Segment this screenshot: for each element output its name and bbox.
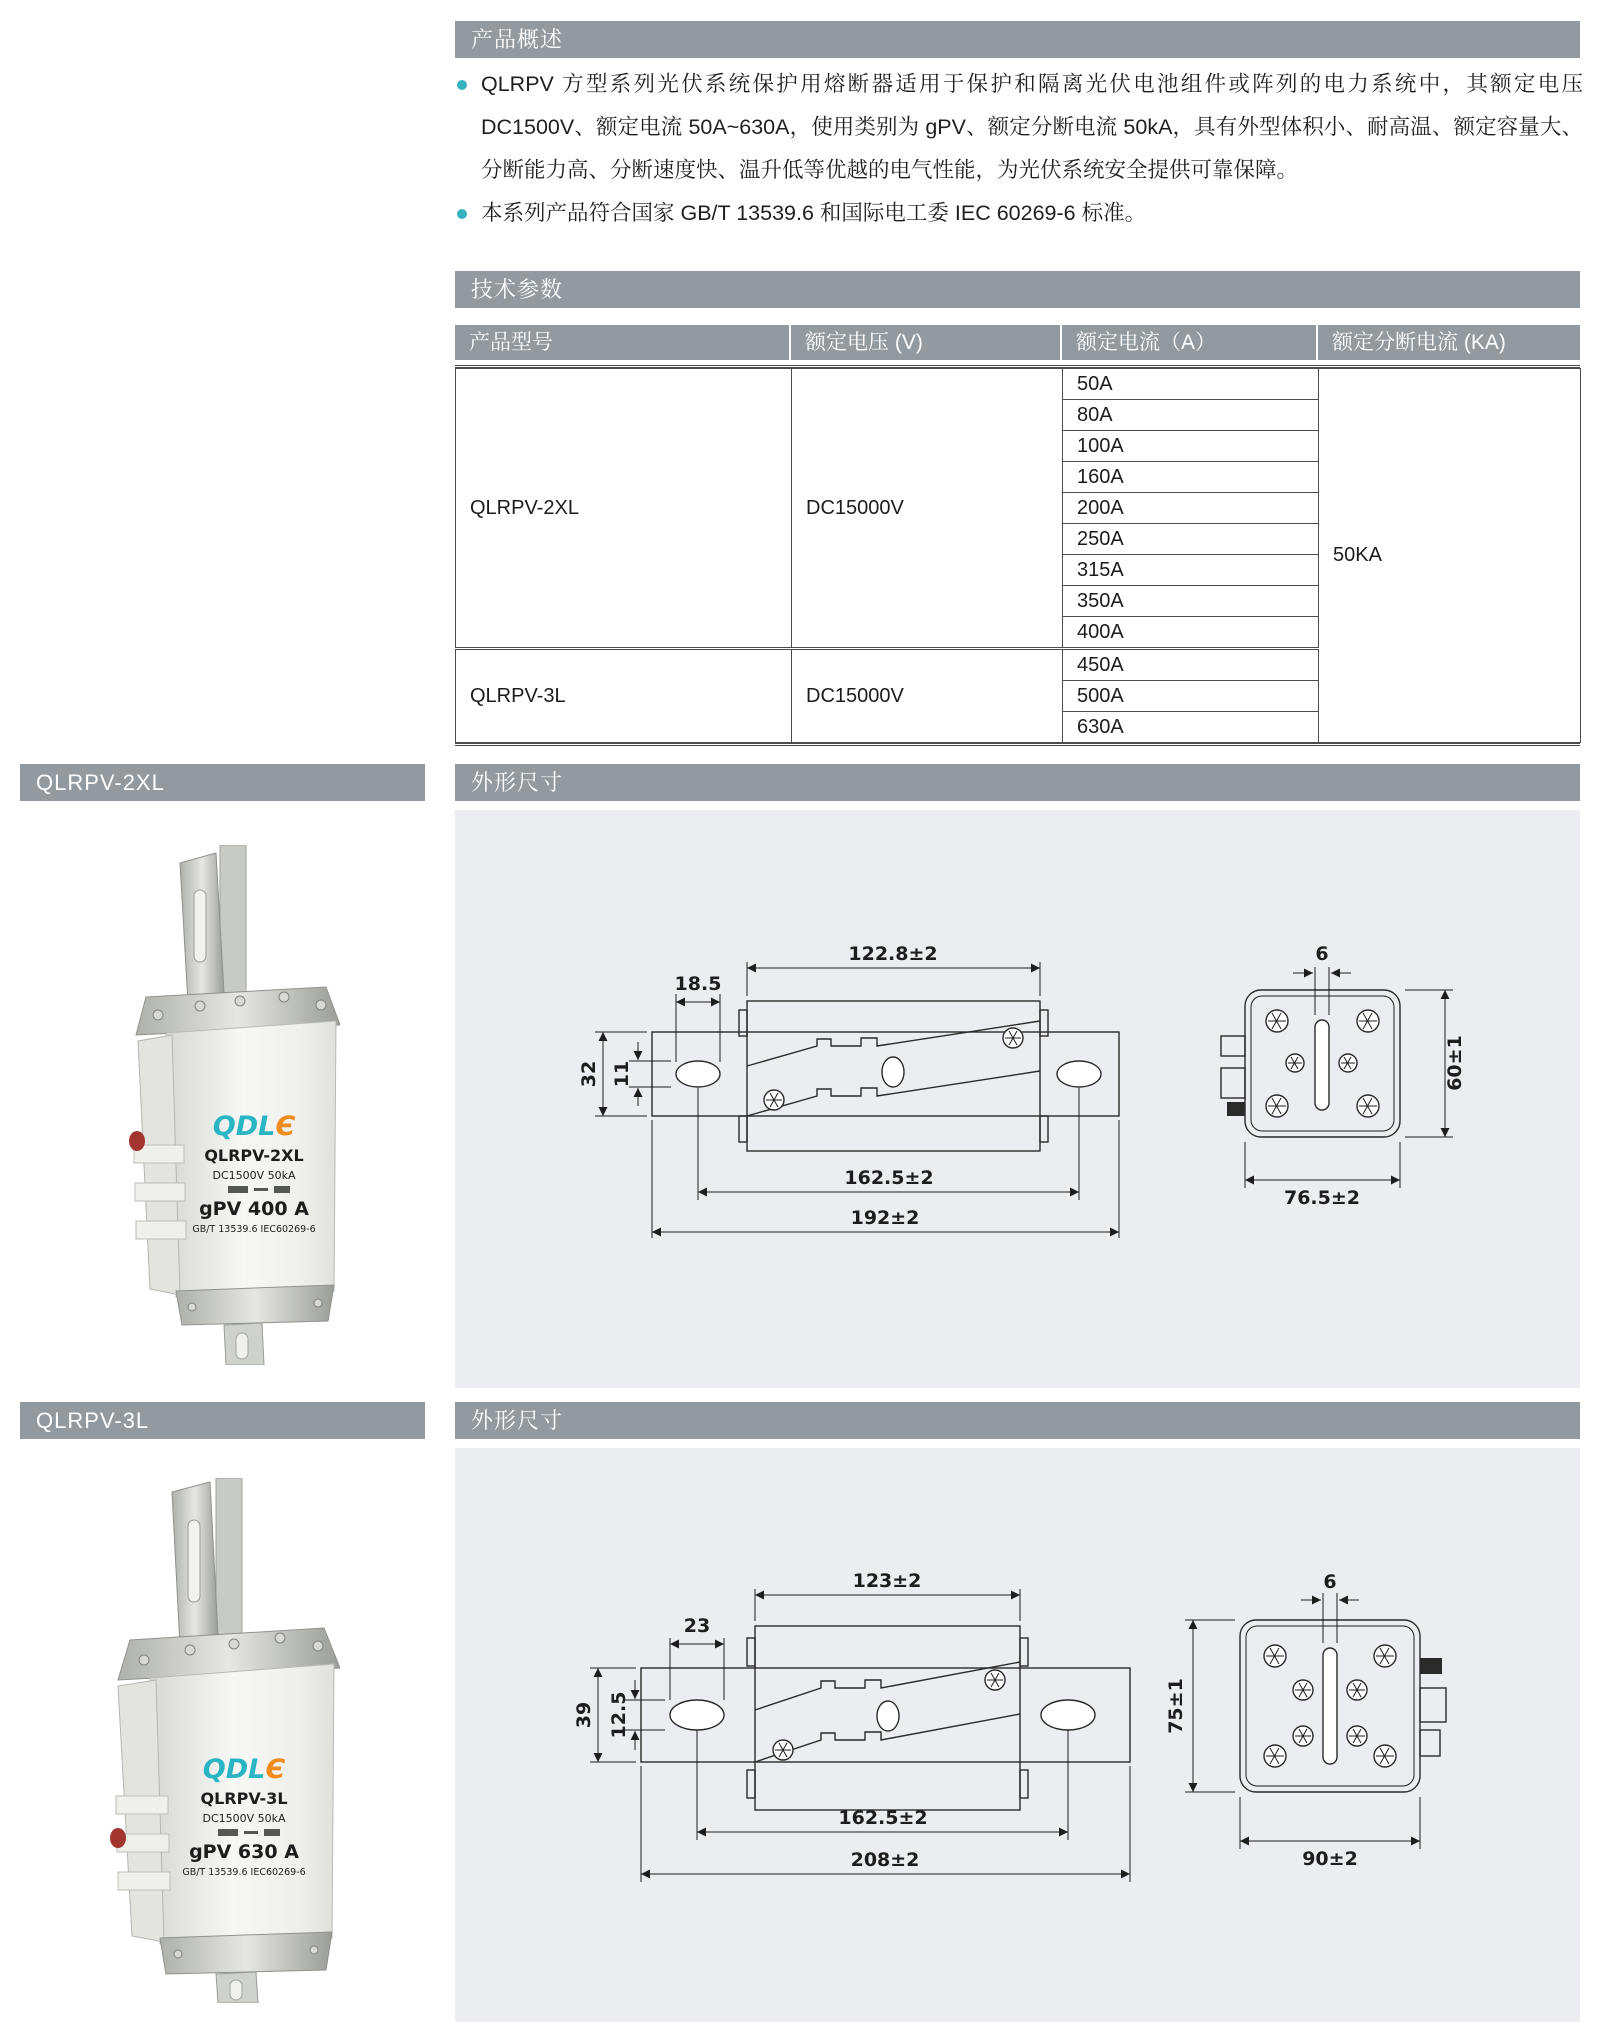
model-cell: QLRPV-3L [456, 649, 792, 743]
side-dimensions [1245, 943, 1466, 1209]
bullet-text: QLRPV 方型系列光伏系统保护用熔断器适用于保护和隔离光伏电池组件或阵列的电力系统中，其额定电压 DC1500V、额定电流 50A~630A，使用类别为 gPV、额定分断电流 50kA，具有外型体积小、耐高温、额定容量大、分断能力高、分断速度快、温升低等优越的电气性能，为光伏系统安全提供可靠保障。 [481, 72, 1583, 182]
breaking-current-cell: 50KA [1319, 369, 1581, 743]
top-terminal-back-strip [216, 1478, 242, 1638]
dim-hole-width: 23 [683, 1615, 711, 1637]
side-clip [1420, 1658, 1446, 1756]
product-photo-qlrpv-3l [68, 1478, 340, 2003]
model-label: QLRPV-3L [36, 1408, 150, 1433]
side-dimensions [1165, 1571, 1420, 1870]
current-cell: 400A [1063, 617, 1319, 649]
dim-slot-width: 6 [1323, 1571, 1337, 1593]
column-header-breaking: 额定分断电流 (KA) [1318, 325, 1580, 360]
label-current: gPV 400 A [199, 1198, 309, 1220]
screw-icon [764, 1090, 784, 1110]
dims-title: 外形尺寸 [471, 1408, 564, 1433]
current-cell: 80A [1063, 400, 1319, 431]
bottom-blade-terminal [224, 1323, 264, 1365]
dims-section-bar [455, 764, 1580, 801]
dims-drawing-qlrpv-2xl [455, 810, 1580, 1388]
current-cell: 160A [1063, 462, 1319, 493]
bullet-text: 本系列产品符合国家 GB/T 13539.6 和国际电工委 IEC 60269-6 标准。 [481, 201, 1147, 225]
tech-section-bar [455, 271, 1580, 308]
tech-table-wrap [455, 365, 1580, 746]
screw-icon [1264, 1645, 1286, 1667]
tech-table [455, 368, 1581, 743]
center-slot [1323, 1648, 1337, 1764]
overview-section-bar [455, 21, 1580, 58]
bullet-item [455, 63, 1583, 192]
top-blade-terminal [172, 1482, 218, 1646]
voltage-cell: DC15000V [792, 369, 1063, 649]
dim-hole-span: 162.5±2 [838, 1807, 928, 1829]
bottom-cap [176, 1285, 334, 1325]
screw-icon [1374, 1745, 1396, 1767]
bullet-icon [457, 80, 467, 90]
screw-icon [1347, 1726, 1367, 1746]
overview-title: 产品概述 [471, 27, 564, 52]
screw-icon [1266, 1010, 1288, 1032]
current-cell: 315A [1063, 555, 1319, 586]
dims-title: 外形尺寸 [471, 770, 564, 795]
side-clip [1221, 1036, 1245, 1116]
bottom-blade-terminal [216, 1972, 258, 2003]
side-view [1221, 990, 1400, 1137]
front-dimensions [573, 1570, 1130, 1882]
screw-icon [1339, 1054, 1357, 1072]
current-cell: 350A [1063, 586, 1319, 617]
screw-icon [1357, 1095, 1379, 1117]
label-rating: DC1500V 50kA [212, 1169, 296, 1182]
dim-body-width: 123±2 [852, 1570, 922, 1592]
dims-drawing-qlrpv-3l [455, 1448, 1580, 2022]
dim-total-length: 208±2 [850, 1849, 920, 1871]
screw-icon [985, 1670, 1005, 1690]
screw-icon [1003, 1028, 1023, 1048]
model-label-bar-qlrpv-3l [20, 1402, 425, 1439]
top-terminal-back-strip [220, 845, 246, 995]
current-cell: 200A [1063, 493, 1319, 524]
screw-icon [1293, 1726, 1313, 1746]
dim-hole-span: 162.5±2 [844, 1167, 934, 1189]
screw-icon [773, 1740, 793, 1760]
tech-title: 技术参数 [471, 277, 564, 302]
product-photo-qlrpv-2xl [88, 845, 340, 1365]
bullet-item [455, 192, 1583, 235]
label-model: QLRPV-2XL [204, 1146, 304, 1165]
label-model: QLRPV-3L [200, 1789, 288, 1808]
label-standard: GB/T 13539.6 IEC60269-6 [192, 1224, 316, 1235]
column-header-voltage: 额定电压 (V) [791, 325, 1060, 360]
column-header-current: 额定电流（A） [1062, 325, 1316, 360]
current-cell: 250A [1063, 524, 1319, 555]
screw-icon [1286, 1054, 1304, 1072]
top-blade-terminal [180, 853, 224, 1003]
dim-side-height: 75±1 [1165, 1678, 1187, 1734]
dim-slot-width: 6 [1315, 943, 1329, 965]
table-row [456, 369, 1581, 400]
indicator-red-dot [129, 1131, 145, 1151]
label-current: gPV 630 A [189, 1841, 299, 1863]
dim-side-height: 60±1 [1444, 1035, 1466, 1091]
dim-hole-height: 12.5 [608, 1691, 630, 1739]
bullet-icon [457, 209, 467, 219]
dims-drawing-panel-qlrpv-3l [455, 1448, 1580, 2022]
dim-hole-height: 11 [611, 1060, 633, 1088]
screw-icon [1264, 1745, 1286, 1767]
voltage-cell: DC15000V [792, 649, 1063, 743]
front-view [641, 1626, 1130, 1810]
current-cell: 50A [1063, 369, 1319, 400]
front-view [652, 1001, 1119, 1151]
current-cell: 450A [1063, 649, 1319, 681]
table-header-row [455, 325, 1580, 360]
column-header-model: 产品型号 [455, 325, 789, 360]
model-label: QLRPV-2XL [36, 770, 165, 795]
model-cell: QLRPV-2XL [456, 369, 792, 649]
screw-icon [1266, 1095, 1288, 1117]
dim-side-width: 90±2 [1302, 1848, 1358, 1870]
dim-body-width: 122.8±2 [848, 943, 938, 965]
dim-hole-width: 18.5 [674, 973, 722, 995]
model-label-bar-qlrpv-2xl [20, 764, 425, 801]
screw-icon [1357, 1010, 1379, 1032]
current-cell: 630A [1063, 712, 1319, 743]
screw-icon [1347, 1680, 1367, 1700]
indicator-red-dot [110, 1828, 126, 1848]
dims-section-bar [455, 1402, 1580, 1439]
bottom-cap [160, 1932, 332, 1974]
current-cell: 500A [1063, 681, 1319, 712]
center-slot [1315, 1020, 1329, 1110]
overview-bullets [455, 63, 1583, 235]
front-dimensions [578, 943, 1119, 1238]
current-cell: 100A [1063, 431, 1319, 462]
label-rating: DC1500V 50kA [202, 1812, 286, 1825]
brand-logo: QDLЄ [202, 1754, 286, 1785]
brand-logo: QDLЄ [212, 1111, 296, 1142]
dim-rail-height: 39 [573, 1701, 595, 1729]
dim-rail-height: 32 [578, 1060, 600, 1088]
screw-icon [1293, 1680, 1313, 1700]
dim-side-width: 76.5±2 [1283, 1187, 1361, 1209]
screw-icon [1374, 1645, 1396, 1667]
side-view [1240, 1620, 1446, 1792]
label-standard: GB/T 13539.6 IEC60269-6 [182, 1867, 306, 1878]
dim-total-length: 192±2 [850, 1207, 920, 1229]
dims-drawing-panel-qlrpv-2xl [455, 810, 1580, 1388]
